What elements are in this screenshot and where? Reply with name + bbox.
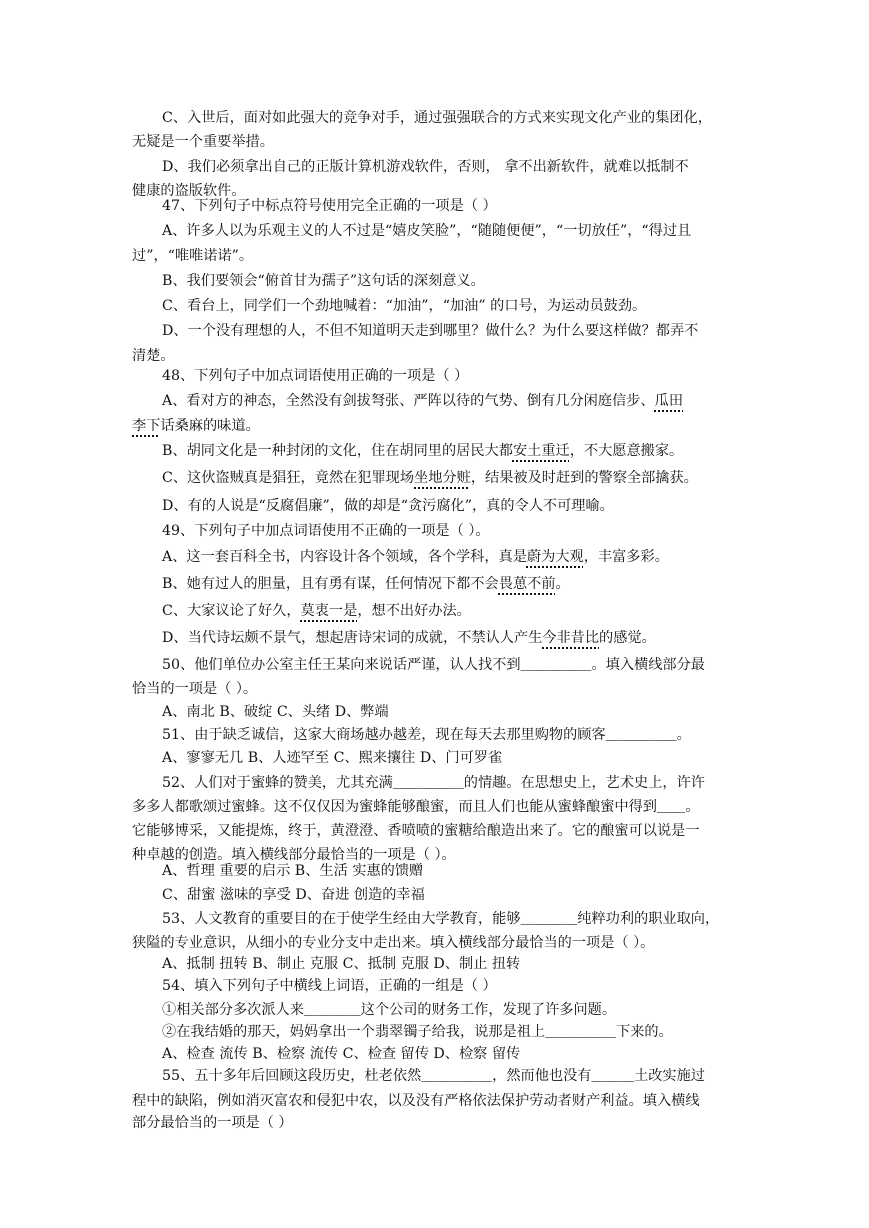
- line-text: 54、填入下列句子中横线上词语，正确的一组是（ ）: [162, 978, 497, 994]
- line-text: ，丰富多彩。: [583, 549, 669, 565]
- line-text: 。: [555, 576, 570, 592]
- line-text: 程中的缺陷，例如消灭富农和侵犯中农，以及没有严格依法保护劳动者财产利益。填入横线: [132, 1093, 700, 1109]
- text-line: [162, 1020, 673, 1044]
- line-text: B、胡同文化是一种封闭的文化，住在胡同里的居民大都: [162, 443, 513, 459]
- line-text: A、这一套百科全书，内容设计各个领域，各个学科，真是: [162, 549, 527, 565]
- line-text: B、她有过人的胆量，且有勇有谋，任何情况下都不会: [162, 576, 499, 592]
- text-line: [132, 244, 253, 268]
- line-text: 无疑是一个重要举措。: [132, 134, 274, 150]
- line-text: 恰当的一项是（ ）。: [132, 681, 258, 697]
- line-text: D、当代诗坛颇不景气，想起唐诗宋词的成就，不禁认人产生: [162, 630, 543, 646]
- line-text: A、许多人以为乐观主义的人不过是“嬉皮笑脸”，“随随便便”，“一切放任”，“得过且: [162, 223, 692, 239]
- line-text: ，想不出好办法。: [357, 603, 471, 619]
- line-text: C、大家议论了好久，: [162, 603, 301, 619]
- line-text: A、检查 流传 B、检察 流传 C、检查 留传 D、检察 留传: [162, 1046, 521, 1062]
- text-line: [162, 653, 705, 677]
- line-text: ，结果被及时赶到的警察全部擒获。: [470, 470, 698, 486]
- text-line: [162, 746, 502, 770]
- line-text: A、哲理 重要的启示 B、生活 实惠的馈赠: [162, 863, 424, 879]
- line-text: C、这伙盗贼真是猖狂，竟然在犯罪现场: [162, 470, 415, 486]
- text-line: [132, 414, 260, 438]
- line-text: ①相关部分多次派人来＿＿＿＿这个公司的财务工作，发现了许多问题。: [162, 1002, 617, 1018]
- text-line: [162, 700, 389, 724]
- emphasized-phrase: 坐地分赃: [414, 470, 471, 486]
- text-line: [162, 389, 683, 413]
- text-line: [162, 194, 497, 218]
- text-line: [132, 819, 700, 843]
- line-text: 51、由于缺乏诚信，这家大商场越办越差，现在每天去那里购物的顾客＿＿＿＿＿。: [162, 727, 691, 743]
- line-text: C、看台上，同学们一个劲地喊着：“加油”，“加油” 的口号，为运动员鼓劲。: [162, 298, 647, 314]
- emphasized-phrase: 畏葸不前: [498, 576, 556, 592]
- text-line: [162, 998, 616, 1022]
- line-text: B、我们要领会“俯首甘为孺子”这句话的深刻意义。: [162, 273, 485, 289]
- text-line: [162, 1064, 705, 1088]
- text-line: [162, 859, 423, 883]
- text-line: [132, 677, 257, 701]
- line-text: A、南北 B、破绽 C、头绪 D、弊端: [162, 704, 389, 720]
- text-line: [162, 545, 669, 569]
- text-line: [162, 466, 698, 490]
- text-line: [162, 219, 691, 243]
- line-text: D、有的人说是“反腐倡廉”，做的却是“贪污腐化”，真的令人不可理喻。: [162, 498, 614, 514]
- line-text: 过”，“唯唯诺诺”。: [132, 248, 254, 264]
- text-line: [162, 907, 719, 931]
- line-text: 50、他们单位办公室主任王某向来说话严谨，认人找不到＿＿＿＿＿。填入横线部分最: [162, 657, 705, 673]
- emphasized-phrase: 蔚为大观: [526, 549, 584, 565]
- line-text: ②在我结婚的那天，妈妈拿出一个翡翠镯子给我，说那是祖上＿＿＿＿＿下来的。: [162, 1024, 673, 1040]
- line-text: 狭隘的专业意识，从细小的专业分支中走出来。填入横线部分最恰当的一项是（ ）。: [132, 935, 655, 951]
- line-text: 55、五十多年后回顾这段历史，杜老依然＿＿＿＿＿，然而他也没有＿＿＿土改实施过: [162, 1068, 705, 1084]
- text-line: [162, 106, 712, 130]
- text-line: [162, 439, 683, 463]
- text-line: [162, 771, 705, 795]
- line-text: D、一个没有理想的人，不但不知道明天走到哪里？做什么？为什么要这样做？都弄不: [162, 323, 699, 339]
- emphasized-phrase: 今非昔比: [542, 630, 600, 646]
- line-text: A、寥寥无几 B、人迹罕至 C、熙来攘往 D、门可罗雀: [162, 750, 503, 766]
- text-line: [162, 319, 698, 343]
- line-text: 话桑麻的味道。: [160, 418, 260, 434]
- text-line: [132, 1089, 700, 1113]
- emphasized-phrase: 安土重迁: [512, 443, 570, 459]
- text-line: [132, 795, 700, 819]
- text-line: [162, 974, 497, 998]
- text-line: [162, 494, 614, 518]
- line-text: A、抵制 扭转 B、制止 克服 C、抵制 克服 D、制止 扭转: [162, 956, 521, 972]
- line-text: 健康的盗版软件。: [132, 183, 246, 199]
- emphasized-phrase: 莫衷一是: [300, 603, 358, 619]
- line-text: 52、人们对于蜜蜂的赞美，尤其充满＿＿＿＿＿的情趣。在思想史上，艺术史上，许许: [162, 775, 705, 791]
- text-line: [162, 155, 689, 179]
- text-line: [132, 130, 274, 154]
- line-text: 的感觉。: [599, 630, 656, 646]
- line-text: A、看对方的神态，全然没有剑拔弩张、严阵以待的气势、倒有几分闲庭信步、: [162, 393, 655, 409]
- text-line: [162, 626, 656, 650]
- text-line: [162, 723, 691, 747]
- line-text: 清楚。: [132, 348, 175, 364]
- emphasized-phrase: 瓜田: [654, 393, 684, 409]
- line-text: C、甜蜜 滋味的享受 D、奋进 创造的幸福: [162, 887, 425, 903]
- line-text: 47、下列句子中标点符号使用完全正确的一项是（ ）: [162, 198, 497, 214]
- text-line: [162, 519, 490, 543]
- text-line: [162, 952, 520, 976]
- line-text: ，不大愿意搬家。: [569, 443, 684, 459]
- line-text: 它能够博采，又能提炼，终于，黄澄澄、香喷喷的蜜糖给酿造出来了。它的酿蜜可以说是一: [132, 823, 700, 839]
- line-text: C、入世后，面对如此强大的竞争对手，通过强强联合的方式来实现文化产业的集团化，: [162, 110, 712, 126]
- text-line: [162, 883, 425, 907]
- text-line: [162, 599, 471, 623]
- emphasized-phrase: 李下: [132, 418, 161, 434]
- text-line: [132, 1111, 293, 1135]
- line-text: 48、下列句子中加点词语使用正确的一项是（ ）: [162, 368, 469, 384]
- line-text: D、我们必须拿出自己的正版计算机游戏软件，否则， 拿不出新软件，就难以抵制不: [162, 159, 689, 175]
- line-text: 多多人都歌颂过蜜蜂。这不仅仅因为蜜蜂能够酿蜜，而且人们也能从蜜蜂酿蜜中得到＿＿。: [132, 799, 700, 815]
- line-text: 种卓越的创造。填入横线部分最恰当的一项是（ ）。: [132, 847, 456, 863]
- line-text: 49、下列句子中加点词语使用不正确的一项是（ ）。: [162, 523, 490, 539]
- text-line: [162, 572, 570, 596]
- text-line: [162, 1042, 520, 1066]
- text-line: [162, 364, 468, 388]
- text-line: [162, 269, 485, 293]
- text-line: [162, 294, 646, 318]
- line-text: 53、人文教育的重要目的在于使学生经由大学教育，能够＿＿＿＿纯粹功利的职业取向，: [162, 911, 720, 927]
- line-text: 部分最恰当的一项是（ ）: [132, 1115, 293, 1131]
